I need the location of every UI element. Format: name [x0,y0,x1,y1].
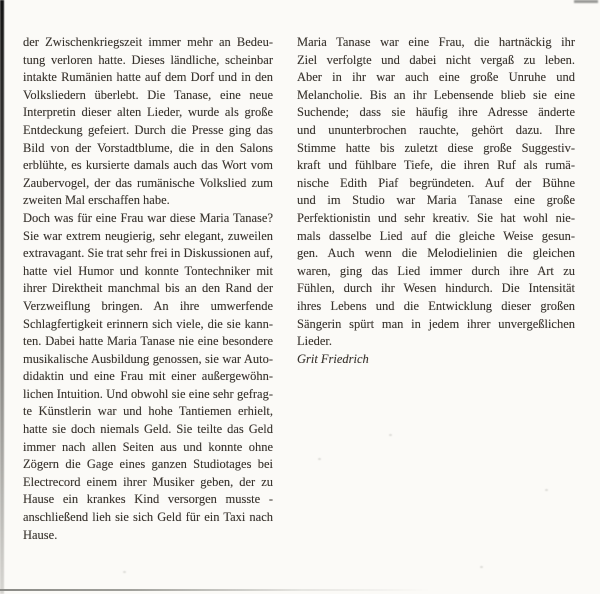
dust-speck [545,489,548,491]
text-line: hatte sie doch niemals Geld. Sie teilte das Geld [23,421,273,437]
text-line: Sängerin spürt man in jedem ihrer unvergeßlichen [297,315,576,331]
scan-edge-line-bottom [0,589,430,591]
text-line: intakte Rumänien hatte auf dem Dorf und in den [23,69,273,85]
text-line: kraft und fühlbare Tiefe, die ihren Ruf als rumä- [297,157,576,173]
text-line: waren, ging das Lied immer durch ihre Art zu [297,262,576,278]
text-line: te Künstlerin war und hohe Tantiemen erhielt, [23,403,273,419]
text-line: gen. Auch wenn die Melodielinien die gleichen [297,245,575,261]
text-line: Verzweiflung bringen. An ihre umwerfende [23,297,273,313]
text-line: Ziel verfolgte und dabei nicht vergaß zu leben. [297,51,576,67]
text-line: ihres Lebens und die Entwicklung dieser großen [297,297,576,313]
text-line: Maria Tanase war eine Frau, die hartnäckig ihr [297,34,575,49]
text-line: Entdeckung gefeiert. Durch die Presse ging das [23,121,273,137]
text-line: Electrecord einem ihrer Musiker geben, der zu [23,473,273,489]
text-line: Volksliedern überlebt. Die Tanase, eine neue [23,86,273,102]
text-line: Fühlen, durch ihr Wesen hindurch. Die Intensität [297,280,576,296]
text-line: Sie war extrem neugierig, sehr elegant, zuweilen [23,227,273,243]
text-line: hatte viel Humor und konnte Tontechniker mit [23,262,273,278]
left-text-column [23,33,273,543]
author-signature: Grit Friedrich [297,350,369,366]
dust-speck [480,566,483,568]
text-line: zweiten Mal erschaffen habe. [23,192,170,208]
text-line: Zaubervogel, der das rumänische Volkslied zum [23,174,273,190]
text-line: Stimme hatte bis zuletzt diese große Suggestiv- [297,139,576,155]
text-line: und im Studio war Maria Tanase eine große [297,192,576,208]
text-line: Lieder. [297,333,333,349]
text-line: Interpretin dieser alten Lieder, wurde als große [23,104,273,120]
right-text-column [297,33,575,367]
text-line: nische Edith Piaf begründeten. Auf der Bühne [297,174,576,190]
text-line: musikalische Ausbildung genossen, sie war Auto- [23,350,273,366]
text-line: Hause ein krankes Kind versorgen musste - [23,491,273,507]
dust-speck [503,42,506,44]
text-line: Zögern die Gage eines ganzen Studiotages bei [23,456,273,472]
scan-smudge-top-right [574,0,598,3]
text-line: erblühte, es kursierte damals auch das Wort vom [23,157,273,173]
text-line: Doch was für eine Frau war diese Maria Tanase? [23,209,273,225]
text-line: lichen Intuition. Und obwohl sie eine sehr gefrag- [23,385,273,401]
text-line: ten. Dabei hatte Maria Tanase nie eine besondere [23,333,273,349]
text-line: extravagant. Sie trat sehr frei in Diskussionen auf, [23,245,273,261]
text-line: Perfektionistin und sehr kreativ. Sie hat wohl nie- [297,209,575,225]
text-line: didaktin und eine Frau mit einer außergewöhn- [23,368,273,384]
text-line: Schlagfertigkeit erinnern sich viele, die sie kann- [23,315,273,331]
dust-speck [318,458,321,460]
text-line: Aber in ihr war auch eine große Unruhe und [297,69,576,85]
text-line: der Zwischenkriegszeit immer mehr an Bedeu- [23,34,273,49]
text-line: Suchende; dass sie häufig ihre Adresse änderte [297,104,576,120]
text-line: und ununterbrochen rauchte, gehört dazu. Ihre [297,121,576,137]
text-line: mals dasselbe Lied auf die gleiche Weise gesun- [297,227,576,243]
text-line: tung verloren hatte. Dieses ländliche, scheinbar [23,51,273,67]
scan-edge-shadow-left [0,0,4,594]
text-line: anschließend lieh sie sich Geld für ein Taxi nach [23,509,273,525]
text-line: ihrer Direktheit manchmal bis an den Rand der [23,280,273,296]
dust-speck [123,571,126,573]
dust-speck [389,434,392,436]
text-line: Bild von der Vorstadtblume, die in den Salons [23,139,273,155]
text-line: Melancholie. Bis an ihr Lebensende blieb sie eine [297,86,576,102]
text-line: Hause. [23,526,58,542]
text-line: immer nach allen Seiten aus und konnte ohne [23,438,273,454]
